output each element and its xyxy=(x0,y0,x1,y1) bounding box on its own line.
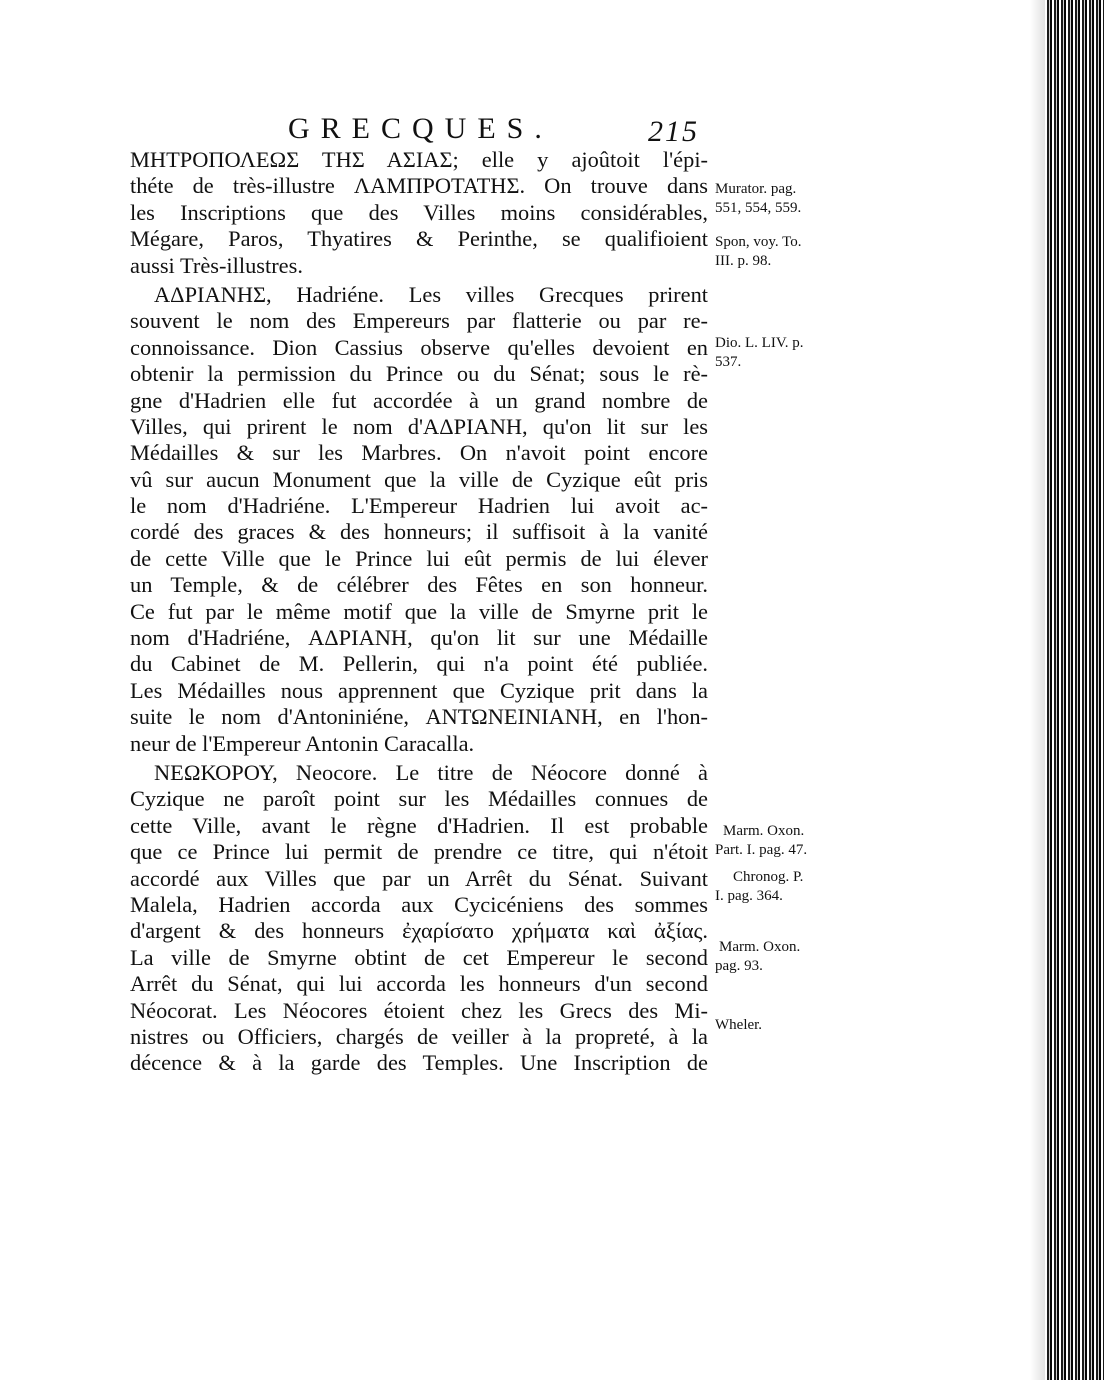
margin-note-line: 537. xyxy=(715,354,742,370)
text-line: Arrêt du Sénat, qui lui accorda les honneurs d'un second xyxy=(130,971,708,997)
margin-note-line: Spon, voy. To. xyxy=(715,234,802,250)
margin-note xyxy=(715,1016,762,1035)
text-line: La ville de Smyrne obtint de cet Empereur le second xyxy=(130,944,708,970)
text-line: aussi Très-illustres. xyxy=(130,252,303,278)
margin-note-line: Chronog. P. xyxy=(733,869,804,885)
text-line: Ce fut par le même motif que la ville de Smyrne prit le xyxy=(130,598,708,624)
text-line: de cette Ville que le Prince lui eût permis de lui élever xyxy=(130,545,708,571)
text-line: ΜΗΤΡΟΠΟΛΕΩΣ ΤΗΣ ΑΣΙΑΣ; elle y ajoûtoit l'épi- xyxy=(130,147,708,172)
text-line: Cyzique ne paroît point sur les Médailles connues de xyxy=(130,786,708,812)
margin-note-line: I. pag. 364. xyxy=(715,888,783,904)
book-fore-edge xyxy=(1045,0,1104,1380)
margin-note-line: III. p. 98. xyxy=(715,253,772,269)
paragraph-metropoleos xyxy=(130,147,708,279)
text-line: cordé des graces & des honneurs; il suffisoit à la vanité xyxy=(130,519,708,545)
margin-note-line: Murator. pag. xyxy=(715,181,797,197)
text-line: que ce Prince lui permit de prendre ce titre, qui n'étoit xyxy=(130,839,708,865)
text-line: suite le nom d'Antoniniéne, ΑΝΤΩΝΕΙΝΙΑΝΗ, en l'hon- xyxy=(130,704,708,730)
text-line: d'argent & des honneurs ἐχαρίσατο χρήματα καὶ ἀξίας. xyxy=(130,918,708,944)
text-line: Villes, qui prirent le nom d'ΑΔΡΙΑΝΗ, qu'on lit sur les xyxy=(130,413,708,439)
margin-note xyxy=(715,180,801,218)
paragraph-neokorou xyxy=(130,760,708,1077)
margin-note-line: Dio. L. LIV. p. xyxy=(715,335,804,351)
text-line: du Cabinet de M. Pellerin, qui n'a point été publiée. xyxy=(130,651,708,677)
text-line: Malela, Hadrien accorda aux Cycicéniens des sommes xyxy=(130,891,708,917)
margin-note-line: Wheler. xyxy=(715,1017,763,1033)
text-line: connoissance. Dion Cassius observe qu'elles devoient en xyxy=(130,334,708,360)
text-line: ΑΔΡΙΑΝΗΣ, Hadriéne. Les villes Grecques prirent xyxy=(154,281,708,307)
text-line: Les Médailles nous apprennent que Cyzique prit dans la xyxy=(130,677,708,703)
text-line: le nom d'Hadriéne. L'Empereur Hadrien lui avoit ac- xyxy=(130,493,708,519)
margin-note-line: 551, 554, 559. xyxy=(715,200,802,216)
text-line: souvent le nom des Empereurs par flatterie ou par re- xyxy=(130,308,708,334)
margin-note xyxy=(715,822,807,860)
page-number: 215 xyxy=(648,115,699,148)
text-line: théte de très-illustre ΛΑΜΠΡΟΤΑΤΗΣ. On trouve dans xyxy=(130,173,708,199)
margin-note xyxy=(715,233,801,271)
margin-note xyxy=(715,938,800,976)
text-line: décence & à la garde des Temples. Une Inscription de xyxy=(130,1050,708,1076)
text-line: Mégare, Paros, Thyatires & Perinthe, se qualifioient xyxy=(130,226,708,252)
text-line: ΝΕΩΚΟΡΟΥ, Neocore. Le titre de Néocore donné à xyxy=(154,759,708,785)
margin-note-line: Part. I. pag. 47. xyxy=(715,842,808,858)
text-line: gne d'Hadrien elle fut accordée à un grand nombre de xyxy=(130,387,708,413)
text-line: nom d'Hadriéne, ΑΔΡΙΑΝΗ, qu'on lit sur une Médaille xyxy=(130,625,708,651)
text-line: les Inscriptions que des Villes moins considérables, xyxy=(130,199,708,225)
text-line: neur de l'Empereur Antonin Caracalla. xyxy=(130,730,475,756)
margin-note-line: Marm. Oxon. xyxy=(723,823,805,839)
margin-note-line: Marm. Oxon. xyxy=(719,939,801,955)
paragraph-hadriane xyxy=(130,282,708,757)
margin-note xyxy=(715,868,803,906)
margin-note-line: pag. 93. xyxy=(715,958,763,974)
text-line: Néocorat. Les Néocores étoient chez les Grecs des Mi- xyxy=(130,997,708,1023)
text-line: nistres ou Officiers, chargés de veiller à la propreté, à la xyxy=(130,1023,708,1049)
text-line: cette Ville, avant le règne d'Hadrien. Il est probable xyxy=(130,812,708,838)
main-text xyxy=(130,147,708,1077)
text-line: Médailles & sur les Marbres. On n'avoit point encore xyxy=(130,440,708,466)
running-title: GRECQUES. xyxy=(288,112,553,145)
text-line: vû sur aucun Monument que la ville de Cyzique eût pris xyxy=(130,466,708,492)
text-line: accordé aux Villes que par un Arrêt du Sénat. Suivant xyxy=(130,865,708,891)
text-line: obtenir la permission du Prince ou du Sénat; sous le rè- xyxy=(130,361,708,387)
margin-note xyxy=(715,334,803,372)
text-line: un Temple, & de célébrer des Fêtes en son honneur. xyxy=(130,572,708,598)
